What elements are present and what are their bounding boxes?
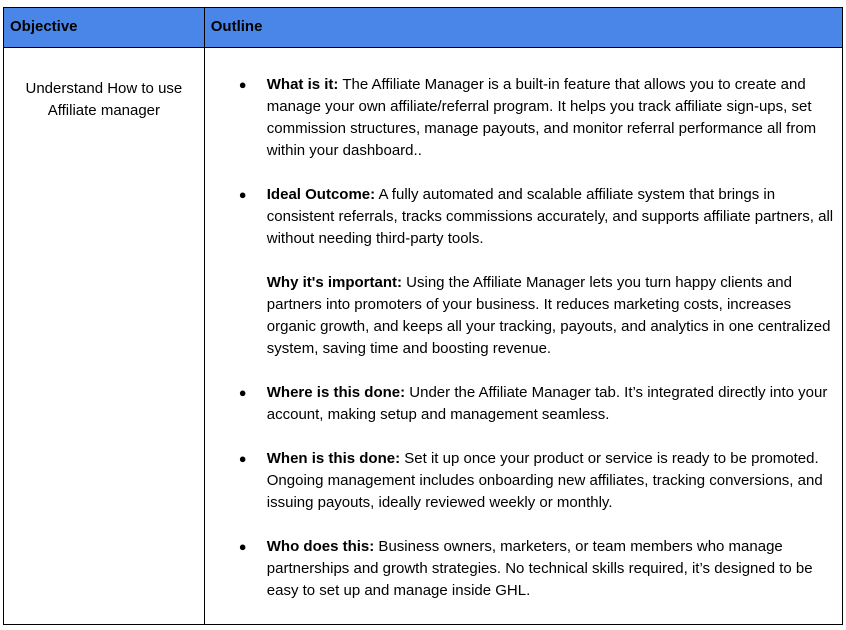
list-item-when	[205, 448, 834, 514]
outline-table	[3, 7, 843, 625]
what-text: The Affiliate Manager is a built-in feature that allows you to create and manage your own affiliate/referral program. It helps you track affiliate sign-ups, set commission structures, manage payouts, and monitor referral performance all from within your dashboard..	[266, 76, 817, 159]
list-item-what	[205, 74, 834, 162]
when-label: When is this done:	[266, 450, 401, 467]
bullet-icon: ●	[238, 77, 247, 92]
outline-cell	[205, 48, 843, 624]
list-item-ideal	[205, 184, 834, 250]
bullet-icon: ●	[238, 539, 247, 554]
where-text: Under the Affiliate Manager tab. It’s integrated directly into your account, making setup and management seamless.	[266, 384, 828, 423]
what-label: What is it:	[266, 76, 339, 93]
who-text: Business owners, marketers, or team members who manage partnerships and growth strategies. No technical skills required, it’s designed to be easy to set up and manage inside GHL.	[266, 538, 813, 599]
list-item-where	[205, 382, 834, 426]
who-label: Who does this:	[266, 538, 375, 555]
table-header-row	[4, 8, 843, 48]
why-paragraph	[205, 272, 834, 360]
header-objective: Objective	[4, 8, 205, 47]
when-text: Set it up once your product or service is ready to be promoted. Ongoing management includes onboarding new affiliates, tracking conversions, and issuing payouts, ideally reviewed weekly or monthly.	[266, 450, 823, 511]
bullet-icon: ●	[238, 451, 247, 466]
ideal-label: Ideal Outcome:	[266, 186, 376, 203]
bullet-icon: ●	[238, 187, 247, 202]
bullet-icon: ●	[238, 385, 247, 400]
objective-cell	[4, 48, 205, 624]
outline-list	[205, 48, 842, 602]
header-outline: Outline	[205, 8, 843, 47]
where-label: Where is this done:	[266, 384, 406, 401]
why-text: Using the Affiliate Manager lets you turn happy clients and partners into promoters of your business. It reduces marketing costs, increases organic growth, and keeps all your tracking, payouts, and analytics in one centralized system, saving time and boosting revenue.	[266, 274, 831, 357]
ideal-text: A fully automated and scalable affiliate system that brings in consistent referrals, tracks commissions accurately, and supports affiliate partners, all without needing third-party tools.	[266, 186, 834, 247]
why-label: Why it's important:	[266, 274, 402, 291]
objective-text: Understand How to use Affiliate manager	[25, 80, 183, 119]
list-item-who	[205, 536, 834, 602]
table-row	[4, 48, 843, 625]
